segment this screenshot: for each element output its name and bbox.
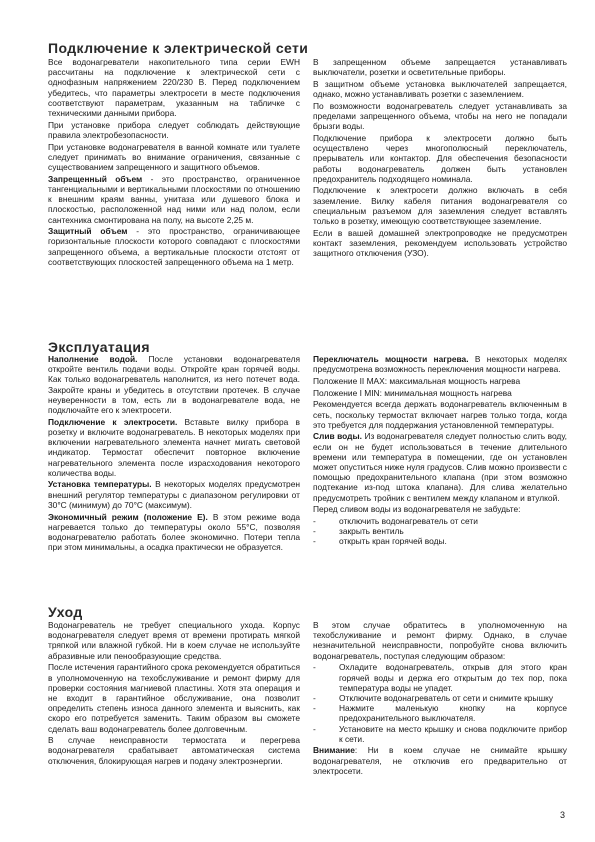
- paragraph-lead: Внимание: [313, 745, 355, 756]
- list-item-text: Нажмите маленькую кнопку на корпусе предохранительного выключателя.: [339, 703, 567, 724]
- paragraph-text: Перед сливом воды из водонагревателя не забудьте:: [313, 504, 521, 515]
- paragraph-lead: Запрещенный объем: [48, 173, 143, 184]
- paragraph-text: В этом случае обратитесь в уполномоченную на техобслуживание и ремонт фирму. Однако, в случае незначительной неисправности, попробуйте снова включить водонагреватель, поступая следующим образом:: [313, 620, 567, 661]
- list-item-text: Охладите водонагреватель, открыв для этого кран горячей воды и держа его открытым до тех пор, пока температура воды не упадет.: [339, 662, 567, 693]
- paragraph: [48, 120, 300, 140]
- paragraph-text: Подключение к электросети должно включать в себя заземление. Вилку кабеля питания водонагревателя со специальным разъемом для заземления следует вставлять только в розетку, имеющую соответствующее заземление.: [313, 185, 567, 227]
- electric-left-column: [48, 57, 300, 269]
- list-item-text: Установите на место крышку и снова подключите прибор к сети.: [339, 723, 567, 744]
- paragraph-text: При установке водонагревателя в ванной комнате или туалете следует принимать во внимание ограничения, связанные с существованием запрещенного и защитного объемов.: [48, 141, 300, 173]
- paragraph-lead: Переключатель мощности нагрева.: [313, 354, 469, 364]
- paragraph: [48, 479, 300, 510]
- dash-bullet-icon: -: [313, 662, 316, 673]
- list-item-text: отключить водонагреватель от сети: [339, 516, 478, 527]
- paragraph-text: Подключение прибора к электросети должно быть осуществлено через многополюсный переключатель, прерыватель или контактор. Для обеспечения безопасности работы водонагреватель должен быть установлен предохранитель подходящего номинала.: [313, 132, 567, 184]
- paragraph-lead: Защитный объем: [48, 226, 128, 237]
- paragraph: [48, 662, 300, 733]
- dash-bullet-icon: -: [313, 723, 316, 734]
- paragraph: [48, 417, 300, 478]
- list-item: [313, 536, 567, 546]
- bullet-list: [313, 662, 567, 744]
- paragraph-text: - это пространство, ограниченное тангенциальными и вертикальными плоскостями по отношению к внешним краям ванны, унитаза или душевого блока и плоскостью, расположенной над ними или над полом, если сантехника смонтирована на полу, на высоте 2,25 м.: [48, 173, 300, 225]
- list-item: [313, 724, 567, 744]
- paragraph-text: При установке прибора следует соблюдать действующие правила электробезопасности.: [48, 119, 300, 140]
- paragraph-text: После истечения гарантийного срока рекомендуется обратиться в уполномоченную на техобслуживание и ремонт фирму для проверки состояния магниевой пластины. Хотя эта операция и не входит в гарантийное обслуживание, она позволит определить степень износа данного элемента и выяснить, как скоро его потребуется заменить. Таким образом вы сможете сделать ваш водонагреватель более долговечным.: [48, 662, 300, 734]
- paragraph: [48, 226, 300, 267]
- care-right-column: [313, 620, 567, 778]
- paragraph-text: Водонагреватель не требует специального ухода. Корпус водонагревателя следует время от времени протирать мягкой тряпкой или влажной губкой. Ни в коем случае не используйте абразивные или пенообразующие средства.: [48, 620, 300, 661]
- paragraph-lead: Подключение к электросети.: [48, 416, 178, 427]
- paragraph: [48, 142, 300, 173]
- page-number: 3: [559, 810, 565, 820]
- paragraph: [48, 354, 300, 415]
- paragraph: [48, 174, 300, 225]
- paragraph-text: Из водонагревателя следует полностью слить воду, если он не будет использоваться в течение длительного времени или температура в помещении, где он установлен может опуститься ниже нуля градусов. Слив можно произвести с помощью предохранительного клапана (при этом возможно подтекание из-под штока клапана). Для слива желательно предусмотреть тройник с вентилем между клапаном и втулкой.: [313, 431, 567, 503]
- dash-bullet-icon: -: [313, 536, 316, 547]
- list-item: [313, 526, 567, 536]
- paragraph: [313, 79, 567, 99]
- section-title-electrical: Подключение к электрической сети: [48, 40, 309, 56]
- paragraph-text: Положение I MIN: минимальная мощность нагрева: [313, 387, 512, 398]
- paragraph: [313, 133, 567, 184]
- paragraph-text: В некоторых моделях предусмотрен внешний регулятор температуры с диапазоном регулировки от 30°C (минимум) до 70°C (максимум).: [48, 479, 301, 510]
- paragraph: [313, 57, 567, 77]
- paragraph-text: После установки водонагревателя откройте вентиль подачи воды. Откройте кран горячей воды. Как только водонагреватель наполнится, из него потечет вода. Закройте краны и убедитесь в отсутствии протечек. В случае неуверенности в том, есть ли в водонагревателе вода, не подключайте его к электросети.: [48, 354, 300, 416]
- paragraph-text: Вставьте вилку прибора в розетку и включите водонагреватель. В некоторых моделях при включении нагревательного элемента начнет мигать световой индикатор. Термостат обеспечит повторное включение нагревательного элемента после израсходования некоторого количества воды.: [48, 416, 301, 478]
- paragraph: [313, 185, 567, 226]
- paragraph-text: В защитном объеме установка выключателей запрещается, однако, можно устанавливать розетки с заземлением.: [313, 78, 567, 100]
- electric-right-column: [313, 57, 567, 260]
- paragraph-lead: Наполнение водой.: [48, 354, 138, 364]
- dash-bullet-icon: -: [313, 516, 316, 527]
- paragraph-text: - это пространство, ограничивающее горизонтальные плоскости которого совпадают с плоскостями запрещенного объема, а вертикальные плоскости отстоят от соответствующих плоскостей запрещенного объема на 1 метр.: [48, 226, 300, 267]
- paragraph-text: Положение II MAX: максимальная мощность нагрева: [313, 375, 521, 386]
- paragraph-lead: Установка температуры.: [48, 479, 152, 490]
- paragraph: [313, 399, 567, 430]
- paragraph: [48, 735, 300, 766]
- paragraph: [313, 431, 567, 502]
- paragraph-lead: Слив воды.: [313, 431, 362, 442]
- operation-left-column: [48, 354, 300, 554]
- list-item: [313, 693, 567, 703]
- paragraph-text: В некоторых моделях предусмотрена возможность переключения мощности нагрева.: [313, 354, 567, 375]
- list-item-text: закрыть вентиль: [339, 526, 404, 537]
- paragraph-text: В случае неисправности термостата и перегрева водонагревателя срабатывает автоматическая система отключения, блокирующая нагрев и подачу электроэнергии.: [48, 735, 300, 766]
- paragraph-text: В запрещенном объеме запрещается устанавливать выключатели, розетки и осветительные приборы.: [313, 57, 567, 78]
- list-item-text: Отключите водонагреватель от сети и снимите крышку: [339, 692, 554, 703]
- section-title-care: Уход: [48, 604, 83, 620]
- paragraph: [48, 512, 300, 553]
- list-item: [313, 662, 567, 693]
- dash-bullet-icon: -: [313, 703, 316, 714]
- paragraph: [313, 101, 567, 132]
- paragraph-text: Если в вашей домашней электропроводке не предусмотрен контакт заземления, рекомендуем использовать устройство защитного отключения (УЗО).: [313, 227, 567, 259]
- paragraph: [313, 504, 567, 514]
- paragraph: [48, 620, 300, 661]
- paragraph: [313, 745, 567, 776]
- dash-bullet-icon: -: [313, 692, 316, 703]
- paragraph-text: По возможности водонагреватель следует устанавливать за пределами запрещенного объема, чтобы на него не попадали брызги воды.: [313, 100, 567, 132]
- list-item: [313, 703, 567, 723]
- care-left-column: [48, 620, 300, 767]
- paragraph-text: Все водонагреватели накопительного типа серии EWH рассчитаны на подключение к электрической сети с однофазным напряжением 220/230 В. Перед подключением убедитесь, что параметры электросети в месте подключения соответствуют параметрам, указанным на табличке с техническими данными прибора.: [48, 57, 300, 119]
- paragraph: [48, 57, 300, 118]
- paragraph-lead: Экономичный режим (положение Е).: [48, 511, 208, 522]
- paragraph: [313, 376, 567, 386]
- operation-right-column: [313, 354, 567, 548]
- list-item-text: открыть кран горячей воды.: [339, 536, 447, 547]
- paragraph-text: Рекомендуется всегда держать водонагреватель включенным в сеть, поскольку термостат включает нагрев только тогда, когда это требуется для поддержания установленной температуры.: [313, 399, 567, 430]
- section-title-operation: Эксплуатация: [48, 339, 150, 355]
- paragraph-text: : Ни в коем случае не снимайте крышку водонагревателя, не отключив его предварительно от электросети.: [313, 745, 567, 776]
- paragraph: [313, 228, 567, 259]
- paragraph: [313, 388, 567, 398]
- list-item: [313, 516, 567, 526]
- paragraph-text: В этом режиме вода нагревается только до температуры около 55°C, позволяя водонагревателю работать более экономично. Потери тепла при этом минимальны, а осадка практически не образуется.: [48, 511, 301, 553]
- bullet-list: [313, 516, 567, 547]
- paragraph: [313, 620, 567, 661]
- dash-bullet-icon: -: [313, 526, 316, 537]
- paragraph: [313, 354, 567, 374]
